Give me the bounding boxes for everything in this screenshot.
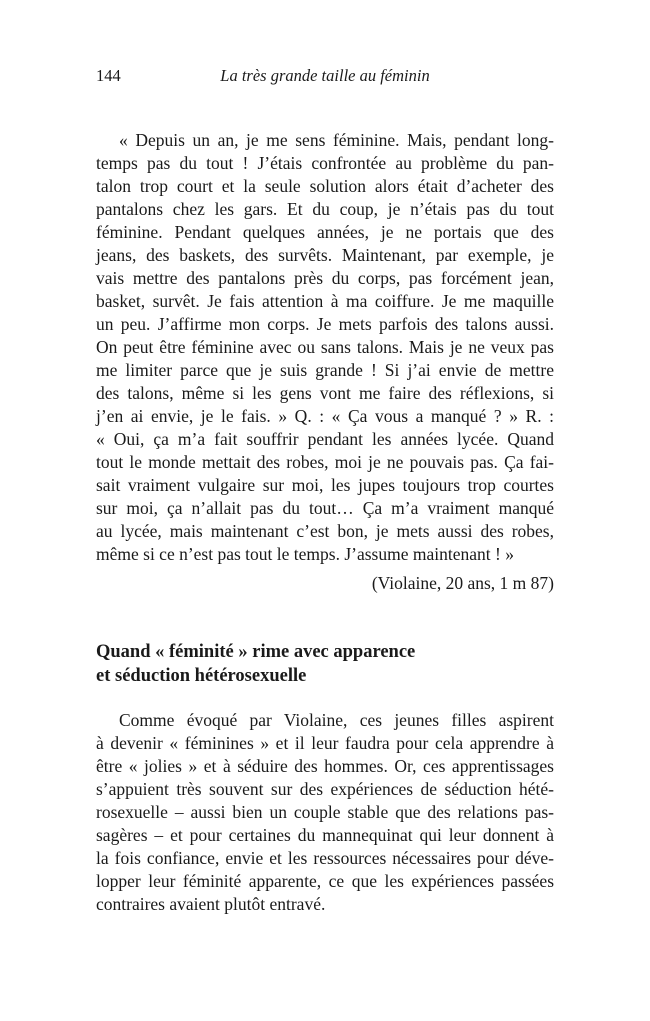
quote-line: talon trop court et la seule solution alors était d’acheter des [96,176,554,196]
quote-line: jeans, des baskets, des survêts. Maintenant, par exemple, je [96,245,554,265]
running-title: La très grande taille au féminin [220,66,430,85]
quote-line: un peu. J’affirme mon corps. Je mets parfois des talons aussi. [96,314,554,334]
paragraph-line: rosexuelle – aussi bien un couple stable que des relations pas- [96,802,554,822]
paragraph-line: être « jolies » et à séduire des hommes. Or, ces apprentissages [96,756,554,776]
paragraph-line: sagères – et pour certaines du mannequinat qui leur donnent à [96,825,554,845]
quote-line: tout le monde mettait des robes, moi je ne pouvais pas. Ça fai- [96,452,554,472]
paragraph-line: s’appuient très souvent sur des expériences de séduction hété- [96,779,554,799]
quote-line: On peut être féminine avec ou sans talons. Mais je ne veux pas [96,337,554,357]
quote-line: basket, survêt. Je fais attention à ma coiffure. Je me maquille [96,291,554,311]
page-number: 144 [96,66,121,85]
quote-line: « Depuis un an, je me sens féminine. Mais, pendant long- [119,130,554,150]
paragraph-line: contraires avaient plutôt entravé. [96,894,326,914]
paragraph-line: lopper leur féminité apparente, ce que les expériences passées [96,871,554,891]
quote-line: j’en ai envie, je le fais. » Q. : « Ça vous a manqué ? » R. : [96,406,554,426]
paragraph-line: Comme évoqué par Violaine, ces jeunes filles aspirent [119,710,554,730]
quote-line: me limiter parce que je suis grande ! Si j’ai envie de mettre [96,360,554,380]
quote-line: pantalons chez les gars. Et du coup, je n’étais pas du tout [96,199,554,219]
quote-line: sur moi, ça n’allait pas du tout… Ça m’a vraiment manqué [96,498,554,518]
running-header [96,66,554,88]
quote-line: sait vraiment vulgaire sur moi, les jupes toujours trop courtes [96,475,554,495]
quote-line: même si ce n’est pas tout le temps. J’assume maintenant ! » [96,544,514,564]
quote-line: des talons, même si les gens vont me faire des réflexions, si [96,383,554,403]
quote-line: féminine. Pendant quelques années, je ne portais que des [96,222,554,242]
paragraph-line: la fois confiance, envie et les ressources nécessaires pour déve- [96,848,554,868]
quote-line: « Oui, ça m’a fait souffrir pendant les années lycée. Quand [96,429,554,449]
quote-line: au lycée, mais maintenant c’est bon, je mets aussi des robes, [96,521,554,541]
section-heading-line: Quand « féminité » rime avec apparence [96,642,416,662]
paragraph-line: à devenir « féminines » et il leur faudra pour cela apprendre à [96,733,554,753]
quote-line: temps pas du tout ! J’étais confrontée au problème du pan- [96,153,554,173]
quote-attribution: (Violaine, 20 ans, 1 m 87) [371,573,554,593]
section-heading-line: et séduction hétérosexuelle [96,666,307,686]
quote-line: vais mettre des pantalons près du corps, pas forcément jean, [96,268,554,288]
